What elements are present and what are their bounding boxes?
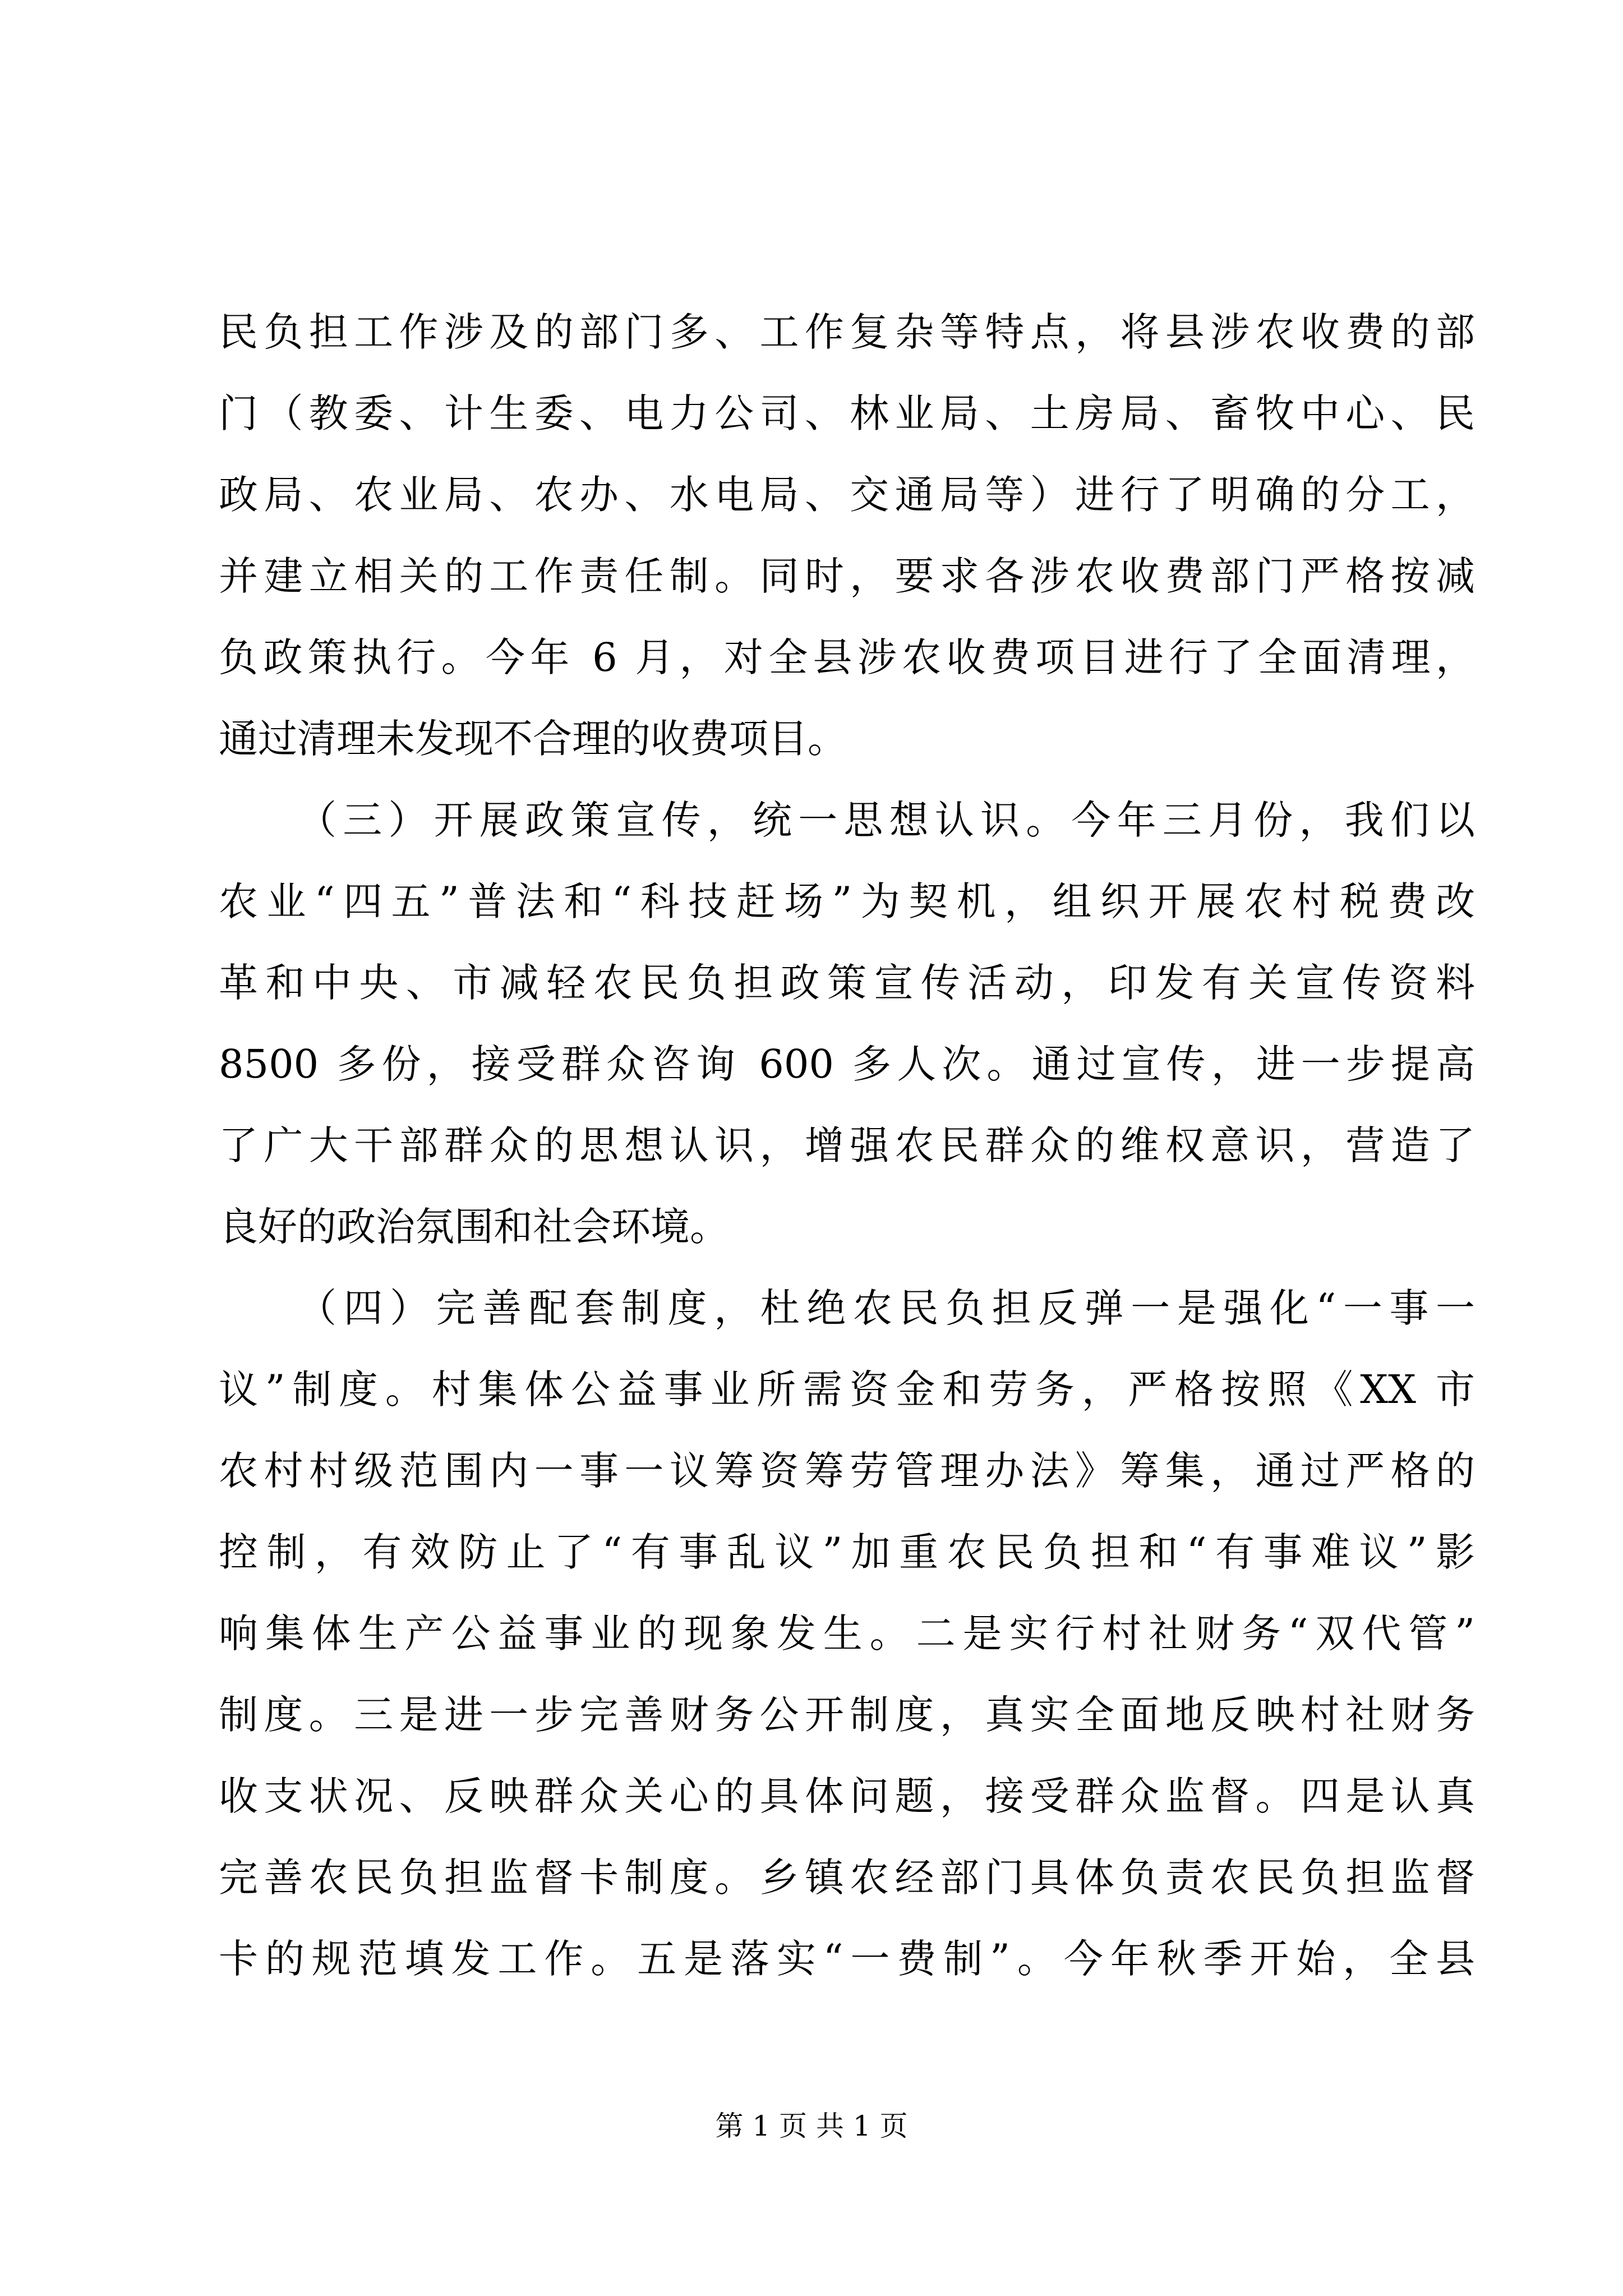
text-line: 并建立相关的工作责任制。同时，要求各涉农收费部门严格按减 [219, 553, 1475, 599]
paragraph-start-line: （四）完善配套制度，杜绝农民负担反弹一是强化“一事一 [297, 1285, 1475, 1331]
text-line: 卡的规范填发工作。五是落实“一费制”。今年秋季开始，全县 [219, 1936, 1475, 1982]
text-line: 收支状况、反映群众关心的具体问题，接受群众监督。四是认真 [219, 1773, 1475, 1819]
text-line: 响集体生产公益事业的现象发生。二是实行村社财务“双代管” [219, 1611, 1475, 1657]
text-line: 通过清理未发现不合理的收费项目。 [219, 716, 847, 762]
text-line: 农业“四五”普法和“科技赶场”为契机，组织开展农村税费改 [219, 878, 1475, 924]
text-line: 完善农民负担监督卡制度。乡镇农经部门具体负责农民负担监督 [219, 1855, 1475, 1901]
text-line: 民负担工作涉及的部门多、工作复杂等特点，将县涉农收费的部 [219, 309, 1475, 355]
text-line: 农村村级范围内一事一议筹资筹劳管理办法》筹集，通过严格的 [219, 1448, 1475, 1494]
text-line: 负政策执行。今年 6 月，对全县涉农收费项目进行了全面清理， [219, 634, 1475, 680]
text-line: 革和中央、市减轻农民负担政策宣传活动，印发有关宣传资料 [219, 960, 1475, 1006]
text-line: 议”制度。村集体公益事业所需资金和劳务，严格按照《XX 市 [219, 1366, 1475, 1412]
text-line: 良好的政治氛围和社会环境。 [219, 1204, 729, 1250]
text-line: 8500 多份，接受群众咨询 600 多人次。通过宣传，进一步提高 [219, 1041, 1475, 1087]
text-line: 控制，有效防止了“有事乱议”加重农民负担和“有事难议”影 [219, 1529, 1475, 1575]
text-line: 政局、农业局、农办、水电局、交通局等）进行了明确的分工， [219, 472, 1475, 518]
document-body [219, 292, 1475, 2000]
text-line: 制度。三是进一步完善财务公开制度，真实全面地反映村社财务 [219, 1692, 1475, 1738]
page-number-footer: 第 1 页 共 1 页 [715, 2110, 908, 2142]
text-line: 了广大干部群众的思想认识，增强农民群众的维权意识，营造了 [219, 1122, 1475, 1168]
text-line: 门（教委、计生委、电力公司、林业局、土房局、畜牧中心、民 [219, 390, 1475, 436]
paragraph-start-line: （三）开展政策宣传，统一思想认识。今年三月份，我们以 [297, 797, 1475, 843]
